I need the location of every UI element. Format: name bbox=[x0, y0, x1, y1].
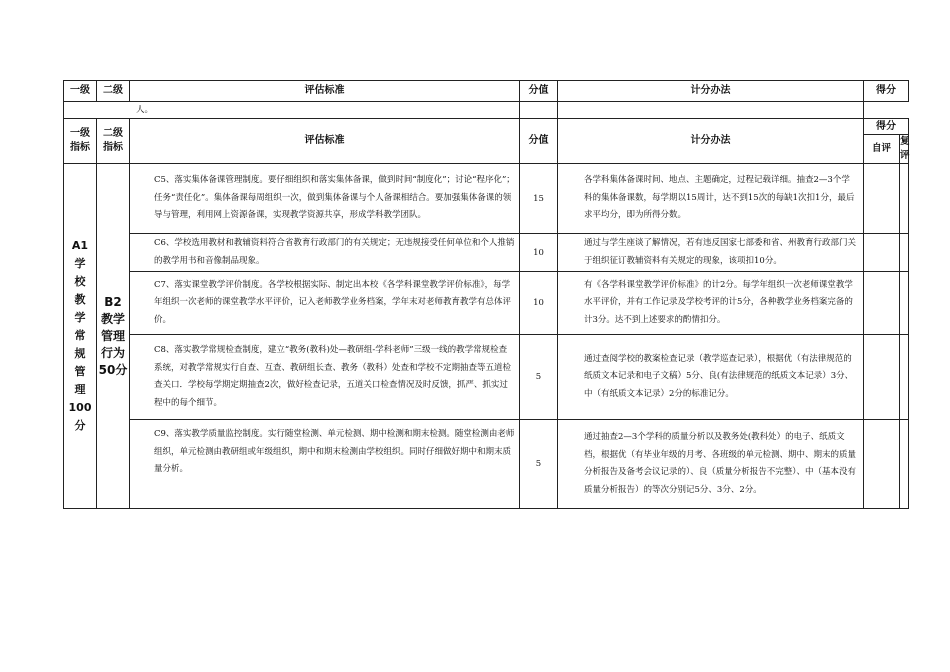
header-row-main bbox=[64, 119, 909, 135]
a1-line: 分 bbox=[74, 419, 86, 432]
criteria-row-c9 bbox=[64, 420, 909, 509]
method-text-c6: 通过与学生座谈了解情况，若有违反国家七部委和省、州教育行政部门关于组织征订教辅资料有关规定的现象，该项扣10分。 bbox=[584, 238, 857, 266]
carryover-result bbox=[864, 102, 909, 119]
method-header: 计分办法 bbox=[558, 119, 864, 164]
level1-indicator-header bbox=[64, 119, 97, 164]
method-text bbox=[558, 335, 864, 420]
col-level1-header: 一级 bbox=[64, 81, 97, 102]
criteria-text-c8: C8、落实教学常规检查制度，建立“教务(教科)处—教研组-学科老师”三级一线的教学常规检查系统，对教学常规实行自查、互查、教研组长查、教务（教科）处查和学校不定期抽查等五道检查关口．学校每学期定期抽查2次，做好检查记录，五道关口检查情况及时反馈，抓严、抓实过程中的每个细节。 bbox=[154, 345, 512, 408]
b2-line: 管理 bbox=[100, 328, 125, 343]
re-eval-header: 复评 bbox=[900, 135, 909, 164]
score-value: 5 bbox=[520, 335, 558, 420]
self-eval-cell[interactable] bbox=[864, 335, 900, 420]
re-eval-cell[interactable] bbox=[900, 420, 909, 509]
score-value: 15 bbox=[520, 164, 558, 234]
criteria-text-c9: C9、落实教学质量监控制度。实行随堂检测、单元检测、期中检测和期末检测。随堂检测由老师组织，单元检测由教研组或年级组织，期中和期末检测由学校组织。同时仔细做好期中和期末质量分析。 bbox=[154, 429, 515, 474]
level1-header-line2: 指标 bbox=[70, 142, 90, 153]
criteria-text bbox=[130, 335, 520, 420]
b2-indicator bbox=[97, 164, 130, 509]
a1-line: 规 bbox=[74, 347, 86, 360]
evaluation-table-page bbox=[63, 80, 908, 509]
method-text bbox=[558, 272, 864, 335]
criteria-text bbox=[130, 272, 520, 335]
a1-line: 常 bbox=[74, 329, 86, 342]
score-header: 分值 bbox=[520, 119, 558, 164]
b2-line: 教学 bbox=[100, 311, 125, 326]
method-text bbox=[558, 234, 864, 272]
col-criteria-header: 评估标准 bbox=[130, 81, 520, 102]
criteria-text bbox=[130, 234, 520, 272]
method-text-c5: 各学科集体备课时间、地点、主题确定，过程记载详细。抽查2—3个学科的集体备课数，每学期以15周计，达不到15次的每缺1次扣1分，最后求平均分，即为所得分数。 bbox=[584, 175, 855, 221]
criteria-text-c7: C7、落实课堂教学评价制度。各学校根据实际、制定出本校《各学科课堂教学评价标准》，每学年组织一次老师的课堂教学水平评价，记入老师教学业务档案，学年末对老师教育教学有总体评价。 bbox=[154, 279, 512, 325]
criteria-row-c6 bbox=[64, 234, 909, 272]
carryover-row bbox=[64, 102, 909, 119]
criteria-header: 评估标准 bbox=[130, 119, 520, 164]
criteria-row-c7 bbox=[64, 272, 909, 335]
a1-line: A1 bbox=[71, 239, 89, 252]
score-value: 10 bbox=[520, 234, 558, 272]
re-eval-cell[interactable] bbox=[900, 234, 909, 272]
re-eval-cell[interactable] bbox=[900, 272, 909, 335]
a1-line: 理 bbox=[74, 383, 86, 396]
a1-line: 管 bbox=[74, 365, 86, 378]
self-eval-cell[interactable] bbox=[864, 272, 900, 335]
level2-indicator-header bbox=[97, 119, 130, 164]
b2-line: 行为 bbox=[100, 345, 125, 360]
header-row-top bbox=[64, 81, 909, 102]
evaluation-table bbox=[63, 80, 909, 509]
self-eval-cell[interactable] bbox=[864, 234, 900, 272]
method-text-c8: 通过查阅学校的教案检查记录（教学巡查记录），根据优（有法律规范的纸质文本记录和电子文稿）5分、良(有法律规范的纸质文本记录）3分、中（有纸质文本记录）2分的标准记分。 bbox=[584, 353, 854, 399]
a1-indicator bbox=[64, 164, 97, 509]
col-score-header: 分值 bbox=[520, 81, 558, 102]
carryover-text: 人。 bbox=[64, 102, 520, 119]
a1-line: 学 bbox=[74, 257, 86, 270]
level2-header-line2: 指标 bbox=[103, 142, 123, 153]
a1-line: 教 bbox=[74, 293, 86, 306]
method-text bbox=[558, 420, 864, 509]
level2-header-line1: 二级 bbox=[103, 128, 123, 139]
criteria-text-c5: C5、落实集体备课管理制度。要仔细组织和落实集体备课，做到时间“制度化”；讨论“程序化”；任务“责任化”。集体备课每周组织一次，做到集体备课与个人备课相结合。要加强集体备课的领导与管理，利用网上资源备课，实现教学资源共享，形成学科教学团队。 bbox=[154, 175, 515, 221]
score-value: 5 bbox=[520, 420, 558, 509]
carryover-method bbox=[558, 102, 864, 119]
method-text bbox=[558, 164, 864, 234]
criteria-row-c8 bbox=[64, 335, 909, 420]
self-eval-cell[interactable] bbox=[864, 164, 900, 234]
a1-line: 校 bbox=[74, 275, 86, 288]
criteria-text-c6: C6、学校选用教材和教辅资料符合省教育行政部门的有关规定；无违规接受任何单位和个人推销的教学用书和音像制品现象。 bbox=[154, 238, 515, 266]
a1-line: 学 bbox=[74, 311, 86, 324]
b2-line: 50分 bbox=[98, 362, 128, 377]
level1-header-line1: 一级 bbox=[70, 128, 90, 139]
b2-line: B2 bbox=[104, 294, 122, 309]
col-level2-header: 二级 bbox=[97, 81, 130, 102]
criteria-text bbox=[130, 164, 520, 234]
method-text-c7: 有《各学科课堂教学评价标准》的计2分。每学年组织一次老师课堂教学水平评价，并有工作记录及学校考评的计5分，各种教学业务档案完备的计3分。达不到上述要求的酌情扣分。 bbox=[584, 279, 853, 325]
col-result-header: 得分 bbox=[864, 81, 909, 102]
result-header: 得分 bbox=[864, 119, 909, 135]
score-value: 10 bbox=[520, 272, 558, 335]
re-eval-cell[interactable] bbox=[900, 335, 909, 420]
carryover-score bbox=[520, 102, 558, 119]
self-eval-cell[interactable] bbox=[864, 420, 900, 509]
re-eval-cell[interactable] bbox=[900, 164, 909, 234]
a1-line: 100 bbox=[68, 401, 92, 414]
self-eval-header: 自评 bbox=[864, 135, 900, 164]
criteria-text bbox=[130, 420, 520, 509]
criteria-row-c5 bbox=[64, 164, 909, 234]
method-text-c9: 通过抽查2—3个学科的质量分析以及教务处(教科处）的电子、纸质文档，根据优（有毕业年级的月考、各班级的单元检测、期中、期末的质量分析报告及备考会议记录的）、良（质量分析报告不完整）、中（基本没有质量分析报告）的等次分别记5分、3分、2分。 bbox=[584, 432, 857, 495]
col-method-header: 计分办法 bbox=[558, 81, 864, 102]
